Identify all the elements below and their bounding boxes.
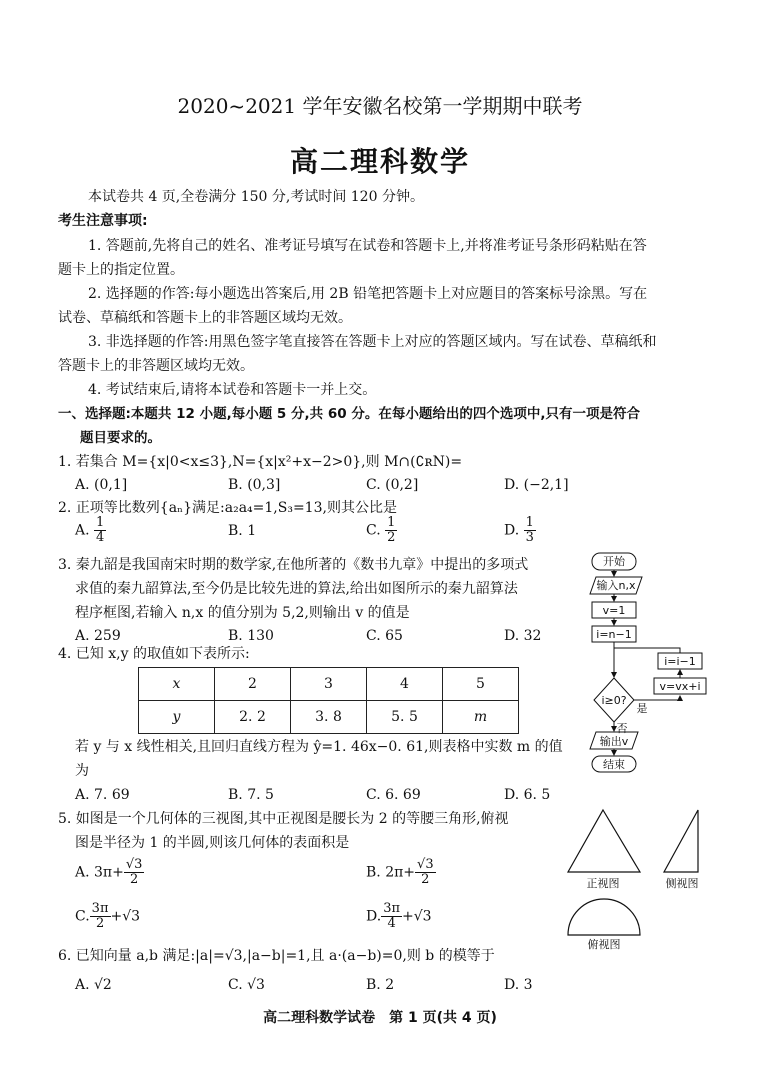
q1-option-d: D. (−2,1] bbox=[504, 477, 569, 493]
section-heading-line-2: 题目要求的。 bbox=[80, 430, 161, 446]
q3-line-1: 3. 秦九韶是我国南宋时期的数学家,在他所著的《数书九章》中提出的多项式 bbox=[58, 557, 529, 573]
notice-item-3-line-2: 答题卡上的非答题区域均无效。 bbox=[58, 358, 254, 374]
q5-line-2: 图是半径为 1 的半圆,则该几何体的表面积是 bbox=[75, 835, 350, 851]
q1-option-b: B. (0,3] bbox=[228, 477, 281, 493]
q2-stem: 2. 正项等比数列{aₙ}满足:a₂a₄=1,S₃=13,则其公比是 bbox=[58, 500, 397, 516]
flow-init-v-text: v=1 bbox=[602, 604, 626, 617]
q5-option-d-suffix: +√3 bbox=[402, 908, 432, 925]
table-cell: 5 bbox=[443, 668, 519, 701]
q5-option-a-prefix: A. 3π+ bbox=[75, 864, 124, 881]
section-heading-line-1: 一、选择题:本题共 12 小题,每小题 5 分,共 60 分。在每小题给出的四个选项中,只有一项是符合 bbox=[58, 406, 640, 422]
flow-yes-label: 是 bbox=[636, 702, 648, 715]
q2-option-a bbox=[75, 516, 106, 545]
q3-option-b: B. 130 bbox=[228, 628, 274, 644]
q1-option-a: A. (0,1] bbox=[75, 477, 128, 493]
q5-option-d-prefix: D. bbox=[366, 908, 382, 925]
q2-option-c-fraction: $\frac{1}{2}$ bbox=[387, 515, 396, 545]
q4-option-d: D. 6. 5 bbox=[504, 787, 551, 803]
q4-option-c: C. 6. 69 bbox=[366, 787, 421, 803]
flow-input-text: 输入n,x bbox=[596, 579, 636, 592]
q3-line-3: 程序框图,若输入 n,x 的值分别为 5,2,则输出 v 的值是 bbox=[75, 605, 410, 621]
table-cell: m bbox=[443, 701, 519, 734]
q4-option-b: B. 7. 5 bbox=[228, 787, 274, 803]
q6-option-d: D. 3 bbox=[504, 977, 533, 993]
q5-option-c bbox=[75, 902, 140, 931]
q6-option-c: C. √3 bbox=[228, 977, 265, 993]
table-cell: 3 bbox=[291, 668, 367, 701]
q2-option-d bbox=[504, 516, 536, 545]
q5-line-1: 5. 如图是一个几何体的三视图,其中正视图是腰长为 2 的等腰三角形,俯视 bbox=[58, 811, 509, 827]
q3-option-a: A. 259 bbox=[75, 628, 121, 644]
notice-item-2-line-1: 2. 选择题的作答:每小题选出答案后,用 2B 铅笔把答题卡上对应题目的答案标号涂黑。写在 bbox=[88, 286, 648, 302]
intro-text: 本试卷共 4 页,全卷满分 150 分,考试时间 120 分钟。 bbox=[88, 189, 424, 205]
table-cell: y bbox=[139, 701, 215, 734]
q2-option-a-fraction: $\frac{1}{4}$ bbox=[96, 515, 105, 545]
table-cell: x bbox=[139, 668, 215, 701]
side-view-label: 侧视图 bbox=[665, 877, 699, 890]
q4-line-2: 若 y 与 x 线性相关,且回归直线方程为 ŷ=1. 46x−0. 61,则表格中实数 m 的值 bbox=[75, 739, 563, 755]
flow-update-v-text: v=vx+i bbox=[659, 680, 701, 693]
flowchart-diagram bbox=[580, 548, 710, 773]
q5-option-d bbox=[366, 902, 432, 931]
q2-option-c-label: C. bbox=[366, 522, 381, 539]
flow-end-text: 结束 bbox=[603, 758, 625, 771]
q2-option-a-label: A. bbox=[75, 522, 90, 539]
notice-item-3-line-1: 3. 非选择题的作答:用黑色签字笔直接答在答题卡上对应的答题区域内。写在试卷、草稿纸和 bbox=[88, 334, 657, 350]
flow-output-text: 输出v bbox=[599, 735, 629, 748]
q5-option-c-prefix: C. bbox=[75, 908, 90, 925]
front-view-triangle bbox=[568, 810, 640, 872]
table-row bbox=[139, 701, 519, 734]
table-cell: 4 bbox=[367, 668, 443, 701]
notice-item-2-line-2: 试卷、草稿纸和答题卡上的非答题区域均无效。 bbox=[58, 310, 352, 326]
notice-item-4: 4. 考试结束后,请将本试卷和答题卡一并上交。 bbox=[88, 382, 377, 398]
notice-item-1-line-1: 1. 答题前,先将自己的姓名、准考证号填写在试卷和答题卡上,并将准考证号条形码粘贴在答 bbox=[88, 238, 647, 254]
q1-stem: 1. 若集合 M={x|0<x≤3},N={x|x²+x−2>0},则 M∩(∁ʀN)= bbox=[58, 454, 463, 470]
q2-option-b: B. 1 bbox=[228, 523, 257, 539]
q5-option-c-fraction: $\frac{3\pi}{2}$ bbox=[91, 901, 109, 931]
notice-heading: 考生注意事项: bbox=[58, 213, 148, 229]
q5-option-a-fraction: $\frac{√3}{2}$ bbox=[125, 857, 143, 887]
top-view-semicircle bbox=[568, 899, 640, 935]
exam-title: 2020~2021 学年安徽名校第一学期期中联考 bbox=[177, 94, 583, 118]
front-view-label: 正视图 bbox=[586, 877, 620, 890]
top-view-label: 俯视图 bbox=[587, 938, 621, 950]
q2-option-c bbox=[366, 516, 397, 545]
q4-stem: 4. 已知 x,y 的取值如下表所示: bbox=[58, 646, 250, 662]
q4-line-3: 为 bbox=[75, 763, 89, 779]
q2-option-d-fraction: $\frac{1}{3}$ bbox=[525, 515, 534, 545]
q3-option-c: C. 65 bbox=[366, 628, 403, 644]
q4-option-a: A. 7. 69 bbox=[75, 787, 130, 803]
flow-start-text: 开始 bbox=[603, 555, 625, 568]
three-views-figure bbox=[560, 805, 710, 950]
side-view-triangle bbox=[664, 810, 698, 872]
q3-option-d: D. 32 bbox=[504, 628, 542, 644]
q6-option-b: B. 2 bbox=[366, 977, 395, 993]
q5-option-c-suffix: +√3 bbox=[110, 908, 141, 925]
q5-option-d-fraction: $\frac{3\pi}{4}$ bbox=[383, 901, 401, 931]
subject-title: 高二理科数学 bbox=[289, 145, 470, 178]
q6-option-a: A. √2 bbox=[75, 977, 112, 993]
q2-option-d-label: D. bbox=[504, 522, 520, 539]
table-cell: 5. 5 bbox=[367, 701, 443, 734]
q3-line-2: 求值的秦九韶算法,至今仍是比较先进的算法,给出如图所示的秦九韶算法 bbox=[75, 581, 518, 597]
q5-option-b-prefix: B. 2π+ bbox=[366, 864, 416, 881]
table-cell: 2 bbox=[215, 668, 291, 701]
flow-init-i-text: i=n−1 bbox=[596, 628, 632, 641]
table-row bbox=[139, 668, 519, 701]
page-footer: 高二理科数学试卷 第 1 页(共 4 页) bbox=[263, 1010, 497, 1026]
flow-no-label: 否 bbox=[616, 722, 628, 735]
q1-option-c: C. (0,2] bbox=[366, 477, 419, 493]
table-cell: 3. 8 bbox=[291, 701, 367, 734]
q4-data-table bbox=[138, 667, 519, 734]
q5-option-b bbox=[366, 858, 436, 887]
q5-option-b-fraction: $\frac{√3}{2}$ bbox=[417, 857, 434, 887]
flow-condition-text: i≥0? bbox=[601, 694, 627, 707]
q5-option-a bbox=[75, 858, 144, 887]
table-cell: 2. 2 bbox=[215, 701, 291, 734]
q6-stem: 6. 已知向量 a,b 满足:|a|=√3,|a−b|=1,且 a·(a−b)=0,则 b 的模等于 bbox=[58, 948, 495, 964]
notice-item-1-line-2: 题卡上的指定位置。 bbox=[58, 262, 184, 278]
flow-decrement-i-text: i=i−1 bbox=[664, 655, 696, 668]
